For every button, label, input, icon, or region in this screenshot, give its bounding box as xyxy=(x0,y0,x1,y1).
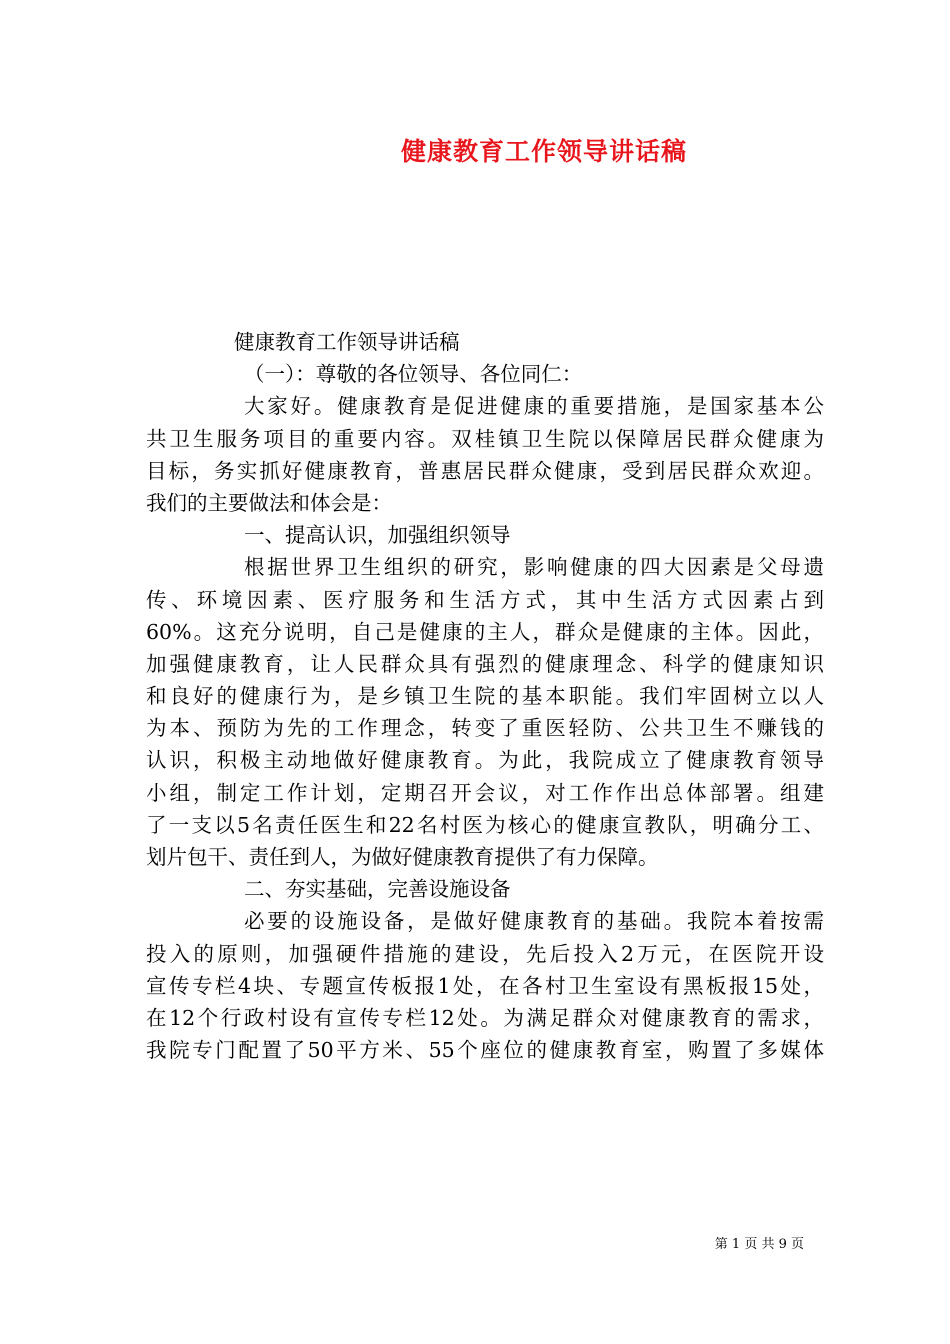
paragraph-line: 共卫生服务项目的重要内容。双桂镇卫生院以保障居民群众健康为 xyxy=(146,426,824,451)
paragraph-line: 和良好的健康行为，是乡镇卫生院的基本职能。我们牢固树立以人 xyxy=(146,684,824,709)
paragraph-line: 必要的设施设备，是做好健康教育的基础。我院本着按需 xyxy=(244,909,824,934)
paragraph-line: 小组，制定工作计划，定期召开会议，对工作作出总体部署。组建 xyxy=(146,780,824,805)
paragraph-line: 目标，务实抓好健康教育，普惠居民群众健康，受到居民群众欢迎。 xyxy=(146,458,824,483)
paragraph-line: 为本、预防为先的工作理念，转变了重医轻防、公共卫生不赚钱的 xyxy=(146,716,824,741)
paragraph-line: 大家好。健康教育是促进健康的重要措施，是国家基本公 xyxy=(244,394,824,419)
page-title: 健康教育工作领导讲话稿 xyxy=(400,137,687,166)
paragraph-line: 我们的主要做法和体会是： xyxy=(146,490,392,515)
page-number-footer: 第 1 页 共 9 页 xyxy=(714,1237,804,1252)
paragraph-line: 划片包干、责任到人，为做好健康教育提供了有力保障。 xyxy=(146,845,659,869)
paragraph-line: 加强健康教育，让人民群众具有强烈的健康理念、科学的健康知识 xyxy=(146,651,824,676)
paragraph-line: 根据世界卫生组织的研究，影响健康的四大因素是父母遗 xyxy=(244,555,824,580)
document-body xyxy=(146,326,824,1066)
section-heading: 二、夯实基础，完善设施设备 xyxy=(244,877,511,902)
paragraph-line: 在12个行政村设有宣传专栏12处。为满足群众对健康教育的需求， xyxy=(146,1005,824,1030)
paragraph-line: 我院专门配置了50平方米、55个座位的健康教育室，购置了多媒体 xyxy=(146,1038,824,1063)
paragraph-line: 了一支以5名责任医生和22名村医为核心的健康宣教队，明确分工、 xyxy=(146,812,824,837)
paragraph-line: 认识，积极主动地做好健康教育。为此，我院成立了健康教育领导 xyxy=(146,748,824,773)
subtitle-line: 健康教育工作领导讲话稿 xyxy=(234,330,460,354)
salutation-line: （一）：尊敬的各位领导、各位同仁： xyxy=(244,362,583,387)
paragraph-line: 宣传专栏4块、专题宣传板报1处，在各村卫生室设有黑板报15处， xyxy=(146,973,824,998)
paragraph-line: 传、环境因素、医疗服务和生活方式，其中生活方式因素占到 xyxy=(146,587,824,612)
paragraph-line: 投入的原则，加强硬件措施的建设，先后投入2万元，在医院开设 xyxy=(146,941,824,966)
section-heading: 一、提高认识，加强组织领导 xyxy=(244,523,511,548)
paragraph-line: 60%。这充分说明，自己是健康的主人，群众是健康的主体。因此， xyxy=(146,619,824,644)
